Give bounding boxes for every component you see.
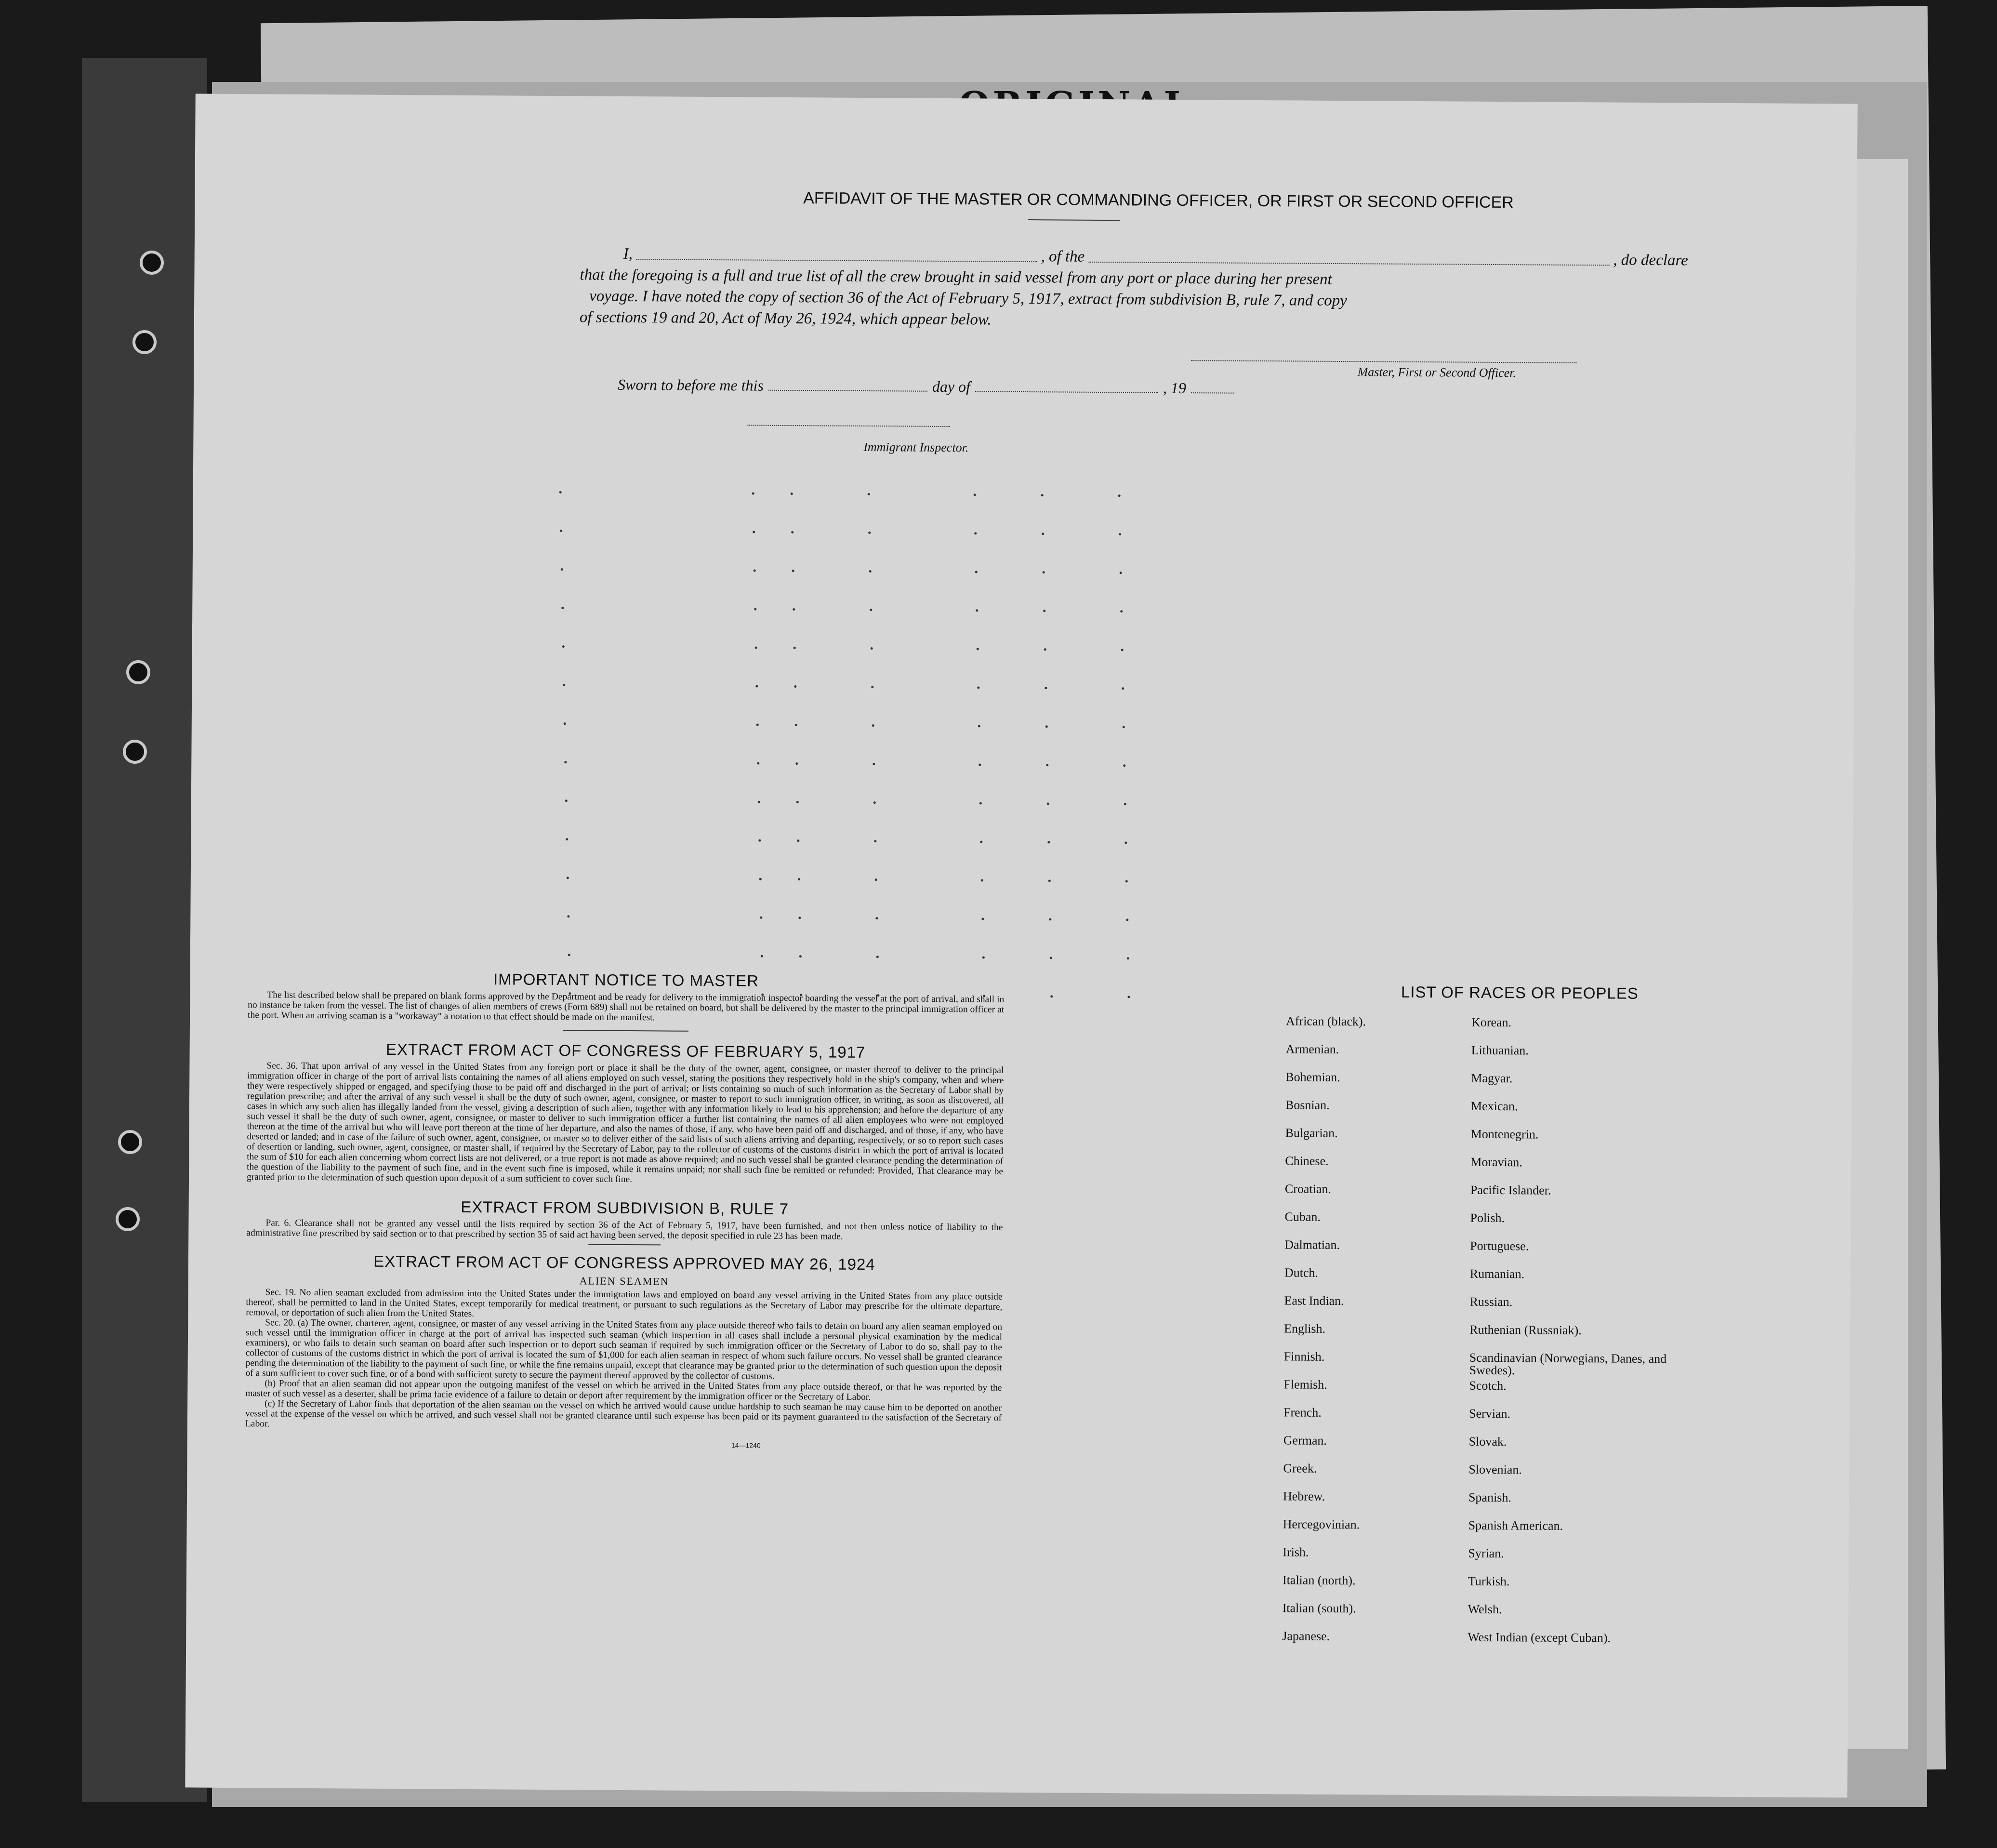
grid-dot <box>982 957 985 959</box>
grid-dot <box>752 492 754 495</box>
grid-dot <box>975 571 978 573</box>
punch-hole-icon <box>118 1130 142 1154</box>
grid-dot <box>1124 841 1127 844</box>
day-of-label: day of <box>932 377 971 396</box>
grid-dot <box>798 917 801 919</box>
vessel-blank[interactable] <box>1088 246 1609 266</box>
grid-dot <box>1046 764 1048 766</box>
race-item: Finnish. <box>1283 1349 1325 1364</box>
grid-dot <box>757 762 759 765</box>
master-signature-line[interactable] <box>1191 360 1576 363</box>
grid-dot <box>755 647 757 649</box>
grid-dot <box>559 491 562 493</box>
race-item: Syrian. <box>1468 1546 1504 1561</box>
grid-dot <box>979 802 982 804</box>
grid-dot <box>1121 649 1124 651</box>
race-item: East Indian. <box>1284 1293 1344 1308</box>
grid-dot <box>754 570 756 572</box>
grid-dot <box>874 840 876 842</box>
grid-dot <box>794 685 796 688</box>
race-item: Flemish. <box>1283 1377 1327 1392</box>
race-item: Scotch. <box>1469 1378 1507 1393</box>
grid-dot <box>1050 995 1053 997</box>
sec19-text: Sec. 19. No alien seaman excluded from admission into the United States under the immigration laws and employed on board any vessel arriving in the United States from any place outside thereof, shall be permitted to land in the United States, except temporarily for medical treatment, or pursuant to such regulations as the Secretary of Labor may prescribe for the ultimate departure, removal, or deportation of such alien from the United States. <box>246 1287 1003 1319</box>
race-item: Portuguese. <box>1470 1238 1529 1253</box>
grid-dot <box>795 762 798 765</box>
grid-dot <box>1044 648 1046 651</box>
race-item: Lithuanian. <box>1471 1043 1529 1058</box>
grid-dot <box>1049 918 1051 920</box>
grid-dot <box>564 761 567 763</box>
race-item: Irish. <box>1283 1545 1309 1559</box>
race-item: Spanish American. <box>1468 1518 1563 1533</box>
sworn-month-blank[interactable] <box>975 391 1158 393</box>
grid-dot <box>1042 532 1044 535</box>
affidavit-line-2: that the foregoing is a full and true list of all the crew brought in said vessel from any port or place during her present <box>580 266 1332 288</box>
race-item: Italian (north). <box>1282 1573 1356 1588</box>
grid-dot <box>792 570 794 572</box>
grid-dot <box>791 531 794 533</box>
race-item: Servian. <box>1468 1406 1511 1421</box>
grid-dot <box>1047 802 1049 805</box>
race-item: Turkish. <box>1468 1574 1510 1589</box>
affidavit-line-4: of sections 19 and 20, Act of May 26, 1924, which appear below. <box>579 308 992 329</box>
grid-dot <box>1127 996 1130 998</box>
race-item: Japanese. <box>1282 1629 1330 1643</box>
grid-dot <box>974 493 976 496</box>
master-signature-area <box>1191 360 1576 381</box>
affidavit-body <box>580 243 1688 334</box>
notice-text: The list described below shall be prepared on blank forms approved by the Department and be ready for delivery to the immigration inspector boarding the vessel at the port of arrival, and shall in no instance be taken from the vessel. The list of changes of alien members of crews (Form 689) shall not be retained on board, but shall be delivered by the master to the principal immigration officer at the port. When an arriving seaman is a "workaway" a notation to that effect should be made on the manifest. <box>248 990 1005 1023</box>
race-item: Slovenian. <box>1468 1462 1522 1477</box>
grid-dot <box>870 609 872 611</box>
race-item: Bohemian. <box>1285 1070 1340 1085</box>
section-divider <box>588 1244 661 1246</box>
race-item: Rumanian. <box>1469 1266 1525 1281</box>
affidavit-title: AFFIDAVIT OF THE MASTER OR COMMANDING OFFICER, OR FIRST OR SECOND OFFICER <box>803 189 1514 212</box>
race-item: Moravian. <box>1470 1155 1522 1170</box>
grid-dot <box>978 725 980 727</box>
race-item: Chinese. <box>1285 1154 1329 1168</box>
grid-dot <box>868 493 870 495</box>
race-item: Dutch. <box>1284 1265 1319 1280</box>
race-item: Russian. <box>1469 1294 1513 1309</box>
name-blank[interactable] <box>636 243 1037 262</box>
races-list <box>1270 982 1708 1660</box>
grid-dot <box>1120 610 1123 612</box>
master-signature-caption: Master, First or Second Officer. <box>1357 365 1517 380</box>
grid-dot <box>1123 764 1125 767</box>
sworn-year-blank[interactable] <box>1191 392 1234 394</box>
race-item: English. <box>1284 1321 1326 1336</box>
section-divider <box>563 1030 688 1032</box>
grid-dot <box>756 724 759 726</box>
i-label: I, <box>623 245 633 263</box>
grid-dot <box>980 840 982 843</box>
race-item: Pacific Islander. <box>1470 1183 1551 1197</box>
race-item: Dalmatian. <box>1284 1237 1340 1252</box>
races-column-1 <box>1270 1015 1471 1659</box>
grid-dot <box>1118 494 1121 497</box>
punch-hole-icon <box>123 740 147 764</box>
grid-dot <box>754 608 756 611</box>
race-item: Spanish. <box>1468 1490 1511 1505</box>
grid-dot <box>1050 957 1052 959</box>
grid-dot <box>1127 957 1129 959</box>
inspector-caption: Immigrant Inspector. <box>863 439 969 455</box>
grid-dot <box>565 799 568 802</box>
grid-dot <box>794 647 796 649</box>
grid-dot <box>1043 571 1045 573</box>
grid-dot <box>868 532 871 534</box>
grid-dot <box>1119 533 1121 535</box>
punch-hole-icon <box>126 660 150 684</box>
notice-title: IMPORTANT NOTICE TO MASTER <box>493 970 759 990</box>
race-item: Hercegovinian. <box>1283 1517 1360 1532</box>
race-item: Scandinavian (Norwegians, Danes, and Swedes). <box>1469 1350 1667 1378</box>
race-item: Hebrew. <box>1283 1489 1325 1503</box>
punch-hole-icon <box>116 1207 140 1231</box>
race-item: German. <box>1283 1433 1327 1448</box>
grid-dot <box>871 686 873 688</box>
grid-dot <box>875 917 878 919</box>
grid-dot <box>562 645 565 648</box>
do-declare-label: , do declare <box>1613 251 1688 269</box>
grid-dot <box>1047 841 1050 843</box>
notice-column <box>245 969 1005 1451</box>
grid-dot <box>1045 725 1048 728</box>
races-column-2 <box>1468 1016 1703 1661</box>
form-number: 14—1240 <box>731 1441 761 1449</box>
extract-rule7-title: EXTRACT FROM SUBDIVISION B, RULE 7 <box>461 1197 789 1218</box>
race-item: Montenegrin. <box>1470 1127 1539 1142</box>
grid-dot <box>1043 610 1045 612</box>
inspector-signature-area <box>747 425 1084 456</box>
extract-1924-title: EXTRACT FROM ACT OF CONGRESS APPROVED MAY 26, 1924 <box>373 1252 875 1274</box>
grid-dot <box>566 838 568 840</box>
grid-dot <box>563 684 565 686</box>
race-item: Mexican. <box>1470 1099 1518 1114</box>
punch-hole-icon <box>132 330 157 354</box>
race-item: Bulgarian. <box>1285 1126 1338 1141</box>
grid-dot <box>761 955 763 957</box>
races-title: LIST OF RACES OR PEOPLES <box>1401 983 1639 1002</box>
grid-dot <box>758 839 761 842</box>
grid-dot <box>1048 879 1051 882</box>
extract-1917-title: EXTRACT FROM ACT OF CONGRESS OF FEBRUARY 5, 1917 <box>385 1040 866 1062</box>
sec20b-text: (b) Proof that an alien seaman did not appear upon the outgoing manifest of the vessel on which he arrived in the United States from any place outside thereof, or that he was reported by the master of such vessel as a deserter, shall be prima facie evidence of a failure to detain or deport after requirement by the immigration officer or the Secretary of Labor. <box>245 1378 1002 1403</box>
grid-dot <box>873 763 875 765</box>
grid-dot <box>796 801 799 803</box>
sec20a-text: Sec. 20. (a) The owner, charterer, agent, consignee, or master of any vessel arriving in the United States from any place outside thereof who fails to detain on board any alien seaman employed on such vessel until the immigration officer in charge at the port of arrival has inspected such seaman (which inspection in all cases shall include a personal physical examination by the medical examiners), or who fails to detain such seaman on board after such inspection or to deport such seaman if required by such immigration officer or the Secretary of Labor to do so, shall pay to the collector of customs of the customs district in which the port of arrival is located the sum of $1,000 for each alien seaman in respect of whom such failure occurs. No vessel shall be granted clearance pending the determination of the liability to the payment of such fine, or while the fine remains unpaid, except that clearance may be granted prior to the determination of such question upon the deposit of a sum sufficient to cover such fine, or of a bond with sufficient surety to secure the payment thereof approved by the collector of customs. <box>245 1317 1003 1382</box>
extract-rule7-text: Par. 6. Clearance shall not be granted any vessel until the lists required by section 36 of the Act of February 5, 1917, have been furnished, and not then unless notice of liability to the administrative fine prescribed by said section or to that prescribed by section 35 of said act having been served, the deposit specified in rule 23 has been made. <box>246 1218 1003 1242</box>
grid-dot <box>560 530 562 532</box>
document-page <box>185 93 1857 1797</box>
grid-dot <box>753 531 755 533</box>
race-item: Italian (south). <box>1282 1601 1356 1616</box>
grid-dot <box>568 954 570 956</box>
grid-dot <box>561 607 564 609</box>
race-item: Slovak. <box>1468 1434 1507 1449</box>
grid-dot <box>1124 803 1126 805</box>
race-item: Polish. <box>1470 1210 1505 1225</box>
grid-dot <box>871 647 873 650</box>
inspector-signature-line[interactable] <box>748 425 950 427</box>
grid-dot <box>795 724 797 726</box>
grid-dot <box>567 915 569 917</box>
grid-dot <box>793 608 795 611</box>
race-item: Bosnian. <box>1285 1098 1330 1112</box>
sworn-line <box>618 376 1340 398</box>
year-label: , 19 <box>1163 379 1187 397</box>
sworn-label: Sworn to before me this <box>617 375 764 394</box>
race-item: Croatian. <box>1284 1182 1332 1196</box>
title-divider <box>1028 219 1120 221</box>
grid-dot <box>567 877 569 879</box>
race-item: Ruthenian (Russniak). <box>1469 1322 1582 1338</box>
affidavit-line-3: voyage. I have noted the copy of section 36 of the Act of February 5, 1917, extract from subdivision B, rule 7, and copy <box>589 287 1347 310</box>
grid-dot <box>797 839 799 842</box>
grid-dot <box>981 879 983 881</box>
grid-dot <box>1122 687 1124 690</box>
races-columns <box>1270 1015 1707 1660</box>
grid-dot <box>981 917 984 920</box>
grid-dot <box>872 724 874 727</box>
grid-dot <box>791 492 793 495</box>
race-item: French. <box>1283 1405 1322 1420</box>
grid-dot <box>1125 880 1128 882</box>
race-item: Greek. <box>1283 1461 1317 1476</box>
alien-seamen-subtitle: ALIEN SEAMEN <box>579 1275 669 1288</box>
grid-dot <box>755 685 758 688</box>
grid-dot <box>876 956 879 958</box>
grid-dot <box>977 686 979 689</box>
grid-dot <box>977 648 979 650</box>
grid-dot <box>1041 494 1044 496</box>
grid-dot <box>873 801 876 804</box>
race-item: Welsh. <box>1468 1602 1502 1617</box>
grid-dot <box>760 917 762 919</box>
grid-dot <box>875 878 877 881</box>
punch-hole-icon <box>140 251 164 275</box>
grid-dot <box>564 722 566 725</box>
extract-1917-text: Sec. 36. That upon arrival of any vessel in the United States from any foreign port or place it shall be the duty of the owner, agent, consignee, or master thereof to deliver to the principal immigration officer in charge of the port of arrival lists containing the names of all aliens employed on such vessel, stating the positions they respectively hold in the ship's company, when and where they were respectively shipped or engaged, and specifying those to be paid off and discharged in the port of arrival; or lists containing so much of such information as the Secretary of Labor shall by regulation prescribe; and after the arrival of any such vessel it shall be the duty of such owner, agent, consignee, or master to report to such immigration officer, in writing, as soon as discovered, all cases in which any such alien has illegally landed from the vessel, giving a description of such alien, together with any information likely to lead to his apprehension; and before the departure of any such vessel it shall be the duty of such owner, agent, consignee, or master to deliver to such immigration officer a further list containing the names of all alien employees who were not employed thereon at the time of the arrival but who will leave port thereon at the time of her departure, and also the names of those, if any, who have been paid off and discharged, and of those, if any, who have deserted or landed; and in case of the failure of such owner, agent, consignee, or master so to deliver either of the said lists of such aliens arriving and departing, respectively, or so to report such cases of desertion or landing, such owner, agent, consignee, or master shall, if required by the Secretary of Labor, pay to the collector of customs of the customs district in which the port of arrival is located the sum of $10 for each alien concerning whom correct lists are not delivered, or a true report is not made as above required; and no such vessel shall be granted clearance pending the determination of the question of the liability to the payment of such fine, and in the event such fine is imposed, while it remains unpaid; nor shall such fine be remitted or refunded: Provided, That clearance may be granted prior to the determination of such question upon deposit of a sum sufficient to cover such fine. <box>246 1061 1004 1185</box>
race-item: Armenian. <box>1285 1042 1339 1057</box>
race-item: African (black). <box>1285 1014 1366 1029</box>
race-item: Magyar. <box>1471 1071 1513 1086</box>
grid-dot <box>799 955 802 957</box>
grid-dot <box>1045 687 1047 689</box>
grid-dot <box>869 570 872 572</box>
grid-dot <box>798 878 800 880</box>
race-item: Cuban. <box>1284 1210 1321 1224</box>
grid-dot <box>974 532 977 534</box>
grid-dot <box>759 878 762 880</box>
grid-dot <box>561 568 563 571</box>
of-the-label: , of the <box>1041 248 1085 266</box>
grid-dot <box>1126 918 1128 921</box>
grid-dot <box>758 801 760 803</box>
grid-dot <box>976 609 978 612</box>
sworn-day-blank[interactable] <box>768 390 927 392</box>
faint-dot-grid <box>556 491 1330 1026</box>
grid-dot <box>1123 726 1125 728</box>
race-item: Korean. <box>1471 1015 1512 1030</box>
grid-dot <box>1120 572 1122 574</box>
grid-dot <box>979 763 981 766</box>
sec20c-text: (c) If the Secretary of Labor finds that deportation of the alien seaman on the vessel on which he arrived would cause undue hardship to such seaman he may cause him to be deported on another vessel at the expense of the vessel on which he arrived, and such vessel shall not be granted clearance until such expense has been paid or its payment guaranteed to the satisfaction of the Secretary of Labor. <box>245 1398 1002 1429</box>
race-item: West Indian (except Cuban). <box>1468 1630 1611 1645</box>
